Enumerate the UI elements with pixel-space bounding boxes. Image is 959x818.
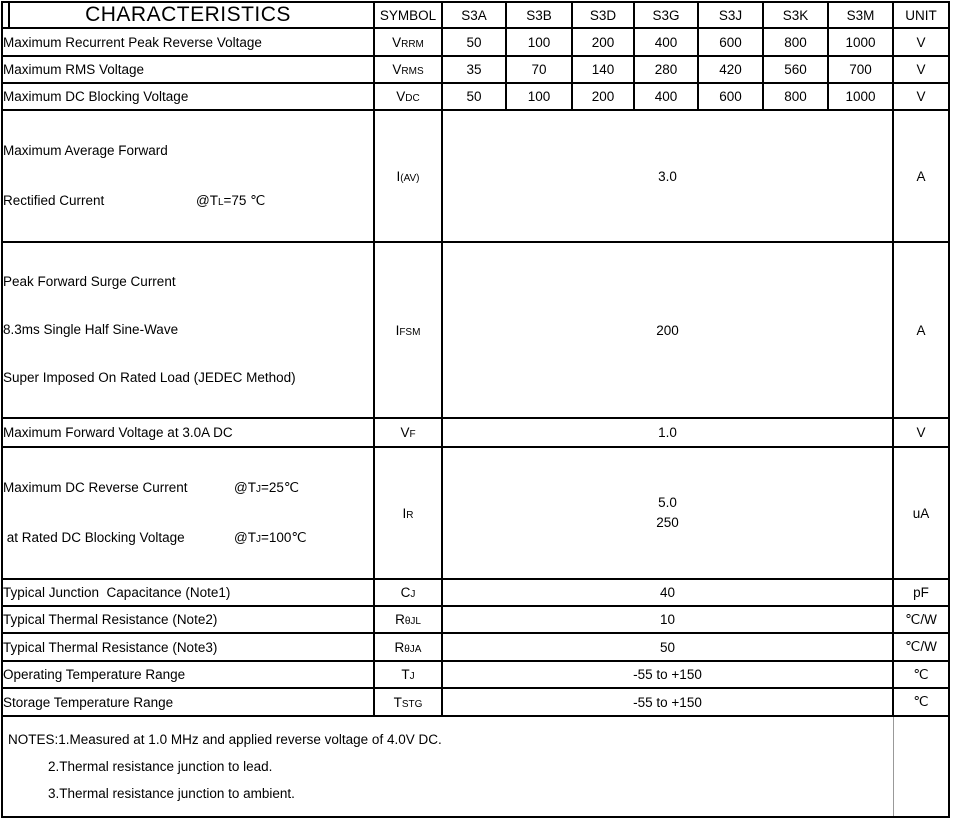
table-row-tstg	[2, 688, 949, 716]
symbol-base: I	[396, 168, 401, 184]
col-header-s3b: S3B	[506, 2, 572, 28]
value-cell: 800	[763, 28, 828, 56]
symbol-cell	[374, 418, 442, 447]
row-label: Operating Temperature Range	[2, 661, 374, 688]
col-header-s3d: S3D	[572, 2, 634, 28]
value-cell-merged: 50	[442, 633, 893, 661]
value-cell: 1000	[828, 28, 893, 56]
symbol-sub: DC	[405, 93, 420, 104]
row-label	[2, 447, 374, 579]
value-cell: 400	[634, 83, 698, 110]
table-row-iav	[2, 110, 949, 242]
table-row-vrms	[2, 56, 949, 83]
table-row-vdc	[2, 83, 949, 110]
row-label: Maximum DC Blocking Voltage	[2, 83, 374, 110]
symbol-cell	[374, 633, 442, 661]
row-label-line: 8.3ms Single Half Sine-Wave	[3, 322, 179, 337]
value-cell: 560	[763, 56, 828, 83]
value-cell: 35	[442, 56, 506, 83]
row-label	[2, 242, 374, 418]
value-cell: 50	[442, 28, 506, 56]
value-cell-merged: 3.0	[442, 110, 893, 242]
condition-pre: @T	[196, 193, 218, 208]
table-row-ir	[2, 447, 949, 579]
row-label: Typical Junction Capacitance (Note1)	[2, 579, 374, 606]
unit-cell: ℃/W	[893, 633, 949, 661]
row-label: Typical Thermal Resistance (Note2)	[2, 606, 374, 633]
value-cell: 50	[442, 83, 506, 110]
unit-cell: ℃	[893, 661, 949, 688]
row-label-text: Maximum DC Reverse Current	[3, 480, 188, 495]
value-line: 250	[656, 515, 679, 530]
symbol-cell	[374, 447, 442, 579]
symbol-base: T	[393, 694, 402, 710]
symbol-cell	[374, 661, 442, 688]
condition-pre: @T	[234, 530, 256, 545]
symbol-cell	[374, 579, 442, 606]
value-cell: 100	[506, 83, 572, 110]
value-cell: 400	[634, 28, 698, 56]
row-label: Maximum Forward Voltage at 3.0A DC	[2, 418, 374, 447]
value-cell: 200	[572, 83, 634, 110]
value-cell: 600	[698, 28, 763, 56]
symbol-base: V	[400, 425, 410, 440]
row-label	[2, 110, 374, 242]
condition-sub: J	[255, 534, 261, 545]
symbol-sub: J	[409, 671, 415, 682]
row-label-line: Peak Forward Surge Current	[3, 274, 176, 289]
value-cell-merged: 200	[442, 242, 893, 418]
note-line: 3.Thermal resistance junction to ambient.	[48, 786, 295, 801]
condition-post: =25℃	[260, 480, 300, 495]
value-cell-merged: -55 to +150	[442, 661, 893, 688]
col-header-s3k: S3K	[763, 2, 828, 28]
condition-sub: L	[217, 197, 224, 208]
col-header-s3g: S3G	[634, 2, 698, 28]
value-cell: 1000	[828, 83, 893, 110]
table-row-rthja	[2, 633, 949, 661]
row-label-line	[3, 478, 373, 498]
value-cell-merged: 1.0	[442, 418, 893, 447]
symbol-base: I	[395, 322, 400, 338]
value-line: 5.0	[658, 495, 677, 510]
table-row-vrrm	[2, 28, 949, 56]
symbol-cell	[374, 242, 442, 418]
symbol-sub: R	[406, 509, 414, 521]
value-cell-merged: -55 to +150	[442, 688, 893, 716]
symbol-cell	[374, 606, 442, 633]
value-cell-merged: 40	[442, 579, 893, 606]
unit-cell: ℃	[893, 688, 949, 716]
symbol-base: I	[402, 505, 407, 521]
characteristics-header: CHARACTERISTICS	[2, 2, 374, 28]
note-line: 2.Thermal resistance junction to lead.	[48, 759, 273, 774]
table-row-rthjl	[2, 606, 949, 633]
col-header-s3a: S3A	[442, 2, 506, 28]
symbol-header: SYMBOL	[374, 2, 442, 28]
table-row-tj	[2, 661, 949, 688]
unit-header: UNIT	[893, 2, 949, 28]
unit-cell: ℃/W	[893, 606, 949, 633]
characteristics-table	[1, 1, 950, 818]
symbol-sub: θJL	[404, 616, 421, 627]
symbol-sub: FSM	[399, 326, 421, 338]
table-row-cj	[2, 579, 949, 606]
symbol-cell	[374, 83, 442, 110]
value-cell: 70	[506, 56, 572, 83]
symbol-cell	[374, 56, 442, 83]
notes-section	[2, 716, 949, 817]
col-header-s3m: S3M	[828, 2, 893, 28]
value-cell-merged	[442, 447, 893, 579]
value-cell: 420	[698, 56, 763, 83]
row-label-line: Maximum Average Forward	[3, 143, 168, 158]
unit-cell: V	[893, 83, 949, 110]
row-label: Maximum Recurrent Peak Reverse Voltage	[2, 28, 374, 56]
value-cell: 600	[698, 83, 763, 110]
condition-text	[234, 528, 307, 550]
unit-cell: V	[893, 56, 949, 83]
value-cell: 700	[828, 56, 893, 83]
value-cell: 200	[572, 28, 634, 56]
value-cell: 800	[763, 83, 828, 110]
table-row-ifsm	[2, 242, 949, 418]
row-label: Typical Thermal Resistance (Note3)	[2, 633, 374, 661]
symbol-cell	[374, 688, 442, 716]
condition-post: =100℃	[260, 530, 307, 545]
unit-cell: uA	[893, 447, 949, 579]
row-label-line: Super Imposed On Rated Load (JEDEC Method)	[3, 370, 296, 385]
symbol-base: T	[401, 667, 410, 682]
value-cell-merged: 10	[442, 606, 893, 633]
unit-cell: V	[893, 28, 949, 56]
symbol-sub: RRM	[401, 38, 424, 50]
symbol-cell	[374, 28, 442, 56]
symbol-sub: (AV)	[400, 172, 420, 184]
symbol-base: V	[392, 62, 402, 77]
unit-cell: V	[893, 418, 949, 447]
value-cell: 100	[506, 28, 572, 56]
condition-text	[196, 191, 265, 213]
symbol-cell	[374, 110, 442, 242]
row-label-line	[3, 528, 373, 548]
table-row-vf	[2, 418, 949, 447]
symbol-base: C	[400, 585, 411, 600]
row-label: Storage Temperature Range	[2, 688, 374, 716]
symbol-sub: J	[410, 589, 416, 600]
symbol-base: R	[394, 639, 405, 655]
condition-post: =75 ℃	[223, 193, 266, 208]
row-label-line	[3, 191, 373, 211]
note-line: NOTES:1.Measured at 1.0 MHz and applied reverse voltage of 4.0V DC.	[8, 732, 442, 747]
symbol-sub: F	[409, 429, 416, 440]
symbol-base: V	[396, 89, 406, 104]
symbol-base: V	[392, 34, 402, 50]
condition-pre: @T	[234, 480, 256, 495]
row-label: Maximum RMS Voltage	[2, 56, 374, 83]
unit-cell: A	[893, 110, 949, 242]
row-label-text: at Rated DC Blocking Voltage	[3, 530, 185, 545]
header-row	[2, 2, 949, 28]
unit-cell: A	[893, 242, 949, 418]
symbol-sub: RMS	[401, 66, 424, 77]
notes-row	[2, 716, 949, 817]
symbol-sub: θJA	[404, 643, 422, 655]
symbol-sub: STG	[401, 698, 423, 710]
value-cell: 140	[572, 56, 634, 83]
unit-cell: pF	[893, 579, 949, 606]
row-label-text: Rectified Current	[3, 193, 105, 208]
condition-text	[234, 478, 299, 500]
symbol-base: R	[395, 612, 405, 627]
col-header-s3j: S3J	[698, 2, 763, 28]
condition-sub: J	[255, 484, 261, 495]
value-cell: 280	[634, 56, 698, 83]
